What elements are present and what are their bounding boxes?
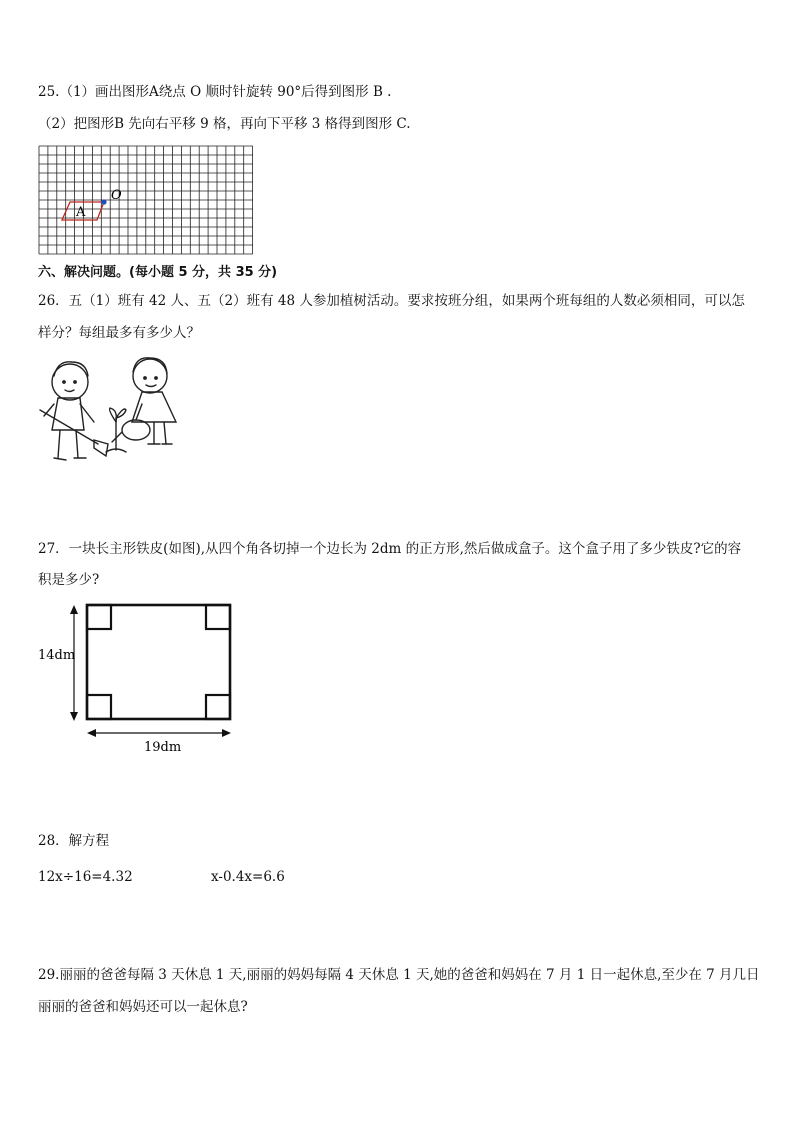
q28-equation-2: x-0.4x=6.6 (211, 869, 285, 885)
label-o: O (111, 188, 122, 203)
box-net-figure (36, 598, 246, 758)
q27-line2: 积是多少? (38, 572, 100, 588)
sheet-rectangle (87, 605, 230, 719)
corner-square (206, 605, 230, 629)
q25-line2: （2）把图形B 先向右平移 9 格，再向下平移 3 格得到图形 C. (38, 116, 411, 132)
children-planting-illustration (36, 352, 186, 468)
corner-square (206, 695, 230, 719)
label-a: A (76, 205, 86, 220)
corner-square (87, 695, 111, 719)
section-heading: 六、解决问题。(每小题 5 分，共 35 分) (38, 265, 278, 280)
width-dimension-arrow (87, 729, 231, 737)
height-label: 14dm (38, 648, 76, 663)
q26-line2: 样分？每组最多有多少人？ (38, 325, 200, 341)
q26-line1: 26．五（1）班有 42 人、五（2）班有 48 人参加植树活动。要求按班分组，如果两个班每组的人数必须相同，可以怎 (38, 293, 745, 309)
q27-line1: 27．一块长主形铁皮(如图),从四个角各切掉一个边长为 2dm 的正方形,然后做成盒子。这个盒子用了多少铁皮?它的容 (38, 541, 742, 557)
q29-line2: 丽丽的爸爸和妈妈还可以一起休息? (38, 999, 248, 1015)
q29-line1: 29.丽丽的爸爸每隔 3 天休息 1 天,丽丽的妈妈每隔 4 天休息 1 天,她的爸爸和妈妈在 7 月 1 日一起休息,至少在 7 月几日 (38, 967, 760, 983)
corner-square (87, 605, 111, 629)
height-dimension-arrow (70, 605, 78, 721)
q25-line1: 25.（1）画出图形A绕点 O 顺时针旋转 90°后得到图形 B . (38, 84, 392, 100)
grid-figure (38, 145, 254, 255)
q28-title: 28．解方程 (38, 833, 110, 849)
width-label: 19dm (144, 740, 182, 755)
q28-equation-1: 12x÷16=4.32 (38, 869, 133, 885)
point-o (101, 199, 106, 204)
